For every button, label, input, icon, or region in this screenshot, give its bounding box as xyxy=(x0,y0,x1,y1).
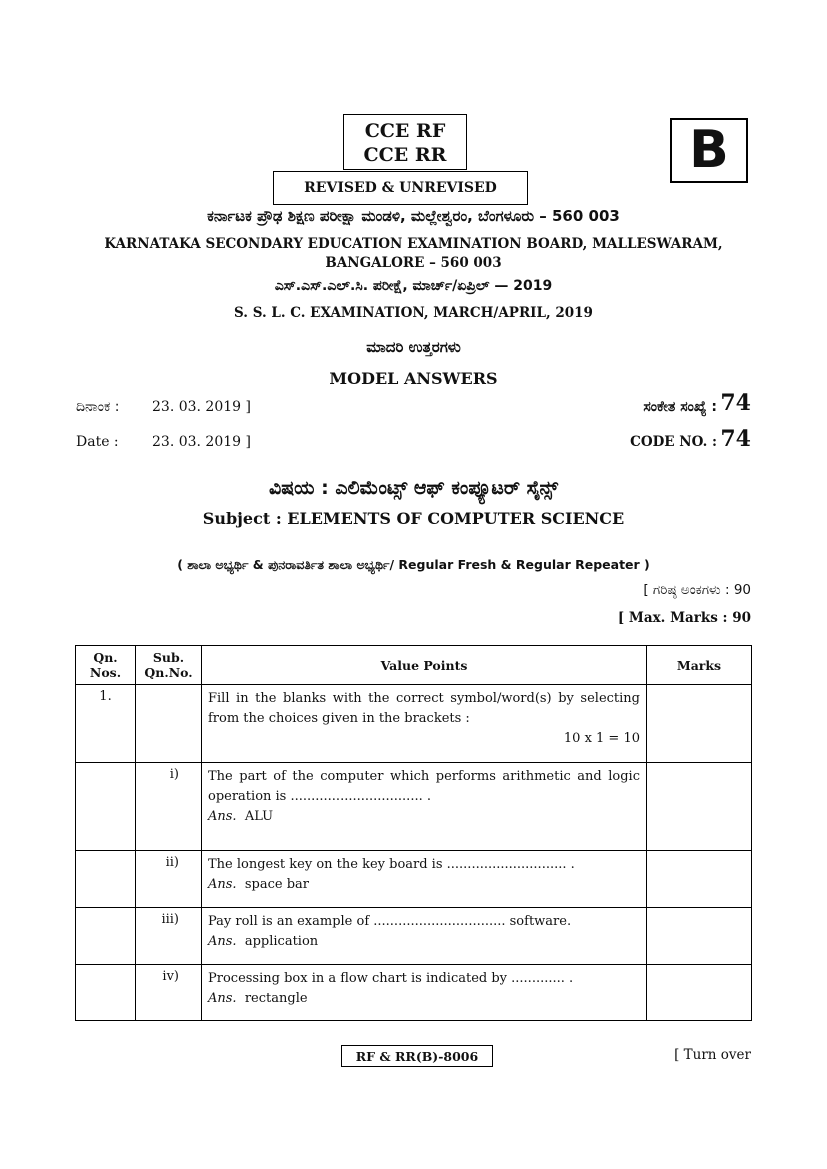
row-qn: 1. xyxy=(76,685,136,763)
table-row xyxy=(76,763,752,851)
board-title-kannada: ಕರ್ನಾಟಕ ಪ್ರೌಢ ಶಿಕ್ಷಣ ಪರೀಕ್ಷಾ ಮಂಡಳಿ, ಮಲ್ಲೇಶ್ವರಂ, ಬೆಂಗಳೂರು – 560 003 xyxy=(207,207,620,225)
answer-text: space bar xyxy=(244,877,309,892)
header-marks: Marks xyxy=(647,646,752,685)
code-label: CODE NO. : xyxy=(630,434,717,450)
set-code-box: B xyxy=(670,118,748,183)
row-answer xyxy=(208,875,640,895)
row-sub: ii) xyxy=(136,851,202,908)
max-marks: [ Max. Marks : 90 xyxy=(617,610,751,626)
exam-title-kannada: ಎಸ್.ಎಸ್.ಎಲ್.ಸಿ. ಪರೀಕ್ಷೆ, ಮಾರ್ಚ್/ಏಪ್ರಿಲ್ — 2019 xyxy=(274,278,553,294)
header-sub-qn: Sub. Qn.No. xyxy=(136,646,202,685)
row-sub: iii) xyxy=(136,908,202,965)
cce-box xyxy=(343,114,467,170)
date-label: Date : xyxy=(76,434,119,450)
model-answers-kannada: ಮಾದರಿ ಉತ್ತರಗಳು xyxy=(366,338,461,356)
row-value-points xyxy=(202,763,647,851)
row-qn xyxy=(76,908,136,965)
date-value-kannada: 23. 03. 2019 ] xyxy=(152,399,251,415)
row-answer xyxy=(208,807,640,827)
row-value-points xyxy=(202,965,647,1021)
cce-rf-label: CCE RF xyxy=(364,120,446,142)
row-marks xyxy=(647,851,752,908)
row-answer xyxy=(208,989,640,1009)
subject-kannada: ವಿಷಯ : ಎಲಿಮೆಂಟ್ಸ್ ಆಫ್ ಕಂಪ್ಯೂಟರ್ ಸೈನ್ಸ್ xyxy=(268,477,559,499)
board-title-english-line2: BANGALORE – 560 003 xyxy=(325,255,502,271)
cce-rr-label: CCE RR xyxy=(363,144,447,166)
model-answers-english: MODEL ANSWERS xyxy=(329,369,498,388)
answer-text: rectangle xyxy=(244,991,308,1006)
row-sub xyxy=(136,685,202,763)
row-sub: i) xyxy=(136,763,202,851)
turn-over-label: [ Turn over xyxy=(674,1047,751,1063)
row-marks-formula: 10 x 1 = 10 xyxy=(563,731,640,746)
answer-label: Ans. xyxy=(208,934,237,949)
date-value: 23. 03. 2019 ] xyxy=(152,434,251,450)
row-question-text: The part of the computer which performs arithmetic and logic operation is ................................ . xyxy=(208,769,640,804)
table-row xyxy=(76,851,752,908)
table-header-row xyxy=(76,646,752,685)
header-qn-nos: Qn. Nos. xyxy=(76,646,136,685)
table-row xyxy=(76,908,752,965)
max-marks-kannada: [ ಗರಿಷ್ಠ ಅಂಕಗಳು : 90 xyxy=(643,582,751,598)
row-qn xyxy=(76,965,136,1021)
answer-label: Ans. xyxy=(208,877,237,892)
answer-label: Ans. xyxy=(208,991,237,1006)
subject-english: Subject : ELEMENTS OF COMPUTER SCIENCE xyxy=(202,509,625,528)
row-value-points xyxy=(202,685,647,763)
table-row xyxy=(76,965,752,1021)
row-qn xyxy=(76,851,136,908)
answers-table xyxy=(75,645,752,1021)
row-marks xyxy=(647,685,752,763)
board-title-english-line1: KARNATAKA SECONDARY EDUCATION EXAMINATION BOARD, MALLESWARAM, xyxy=(104,236,723,252)
row-sub: iv) xyxy=(136,965,202,1021)
row-value-points xyxy=(202,908,647,965)
code-value-kannada: 74 xyxy=(720,390,751,416)
revised-box: REVISED & UNREVISED xyxy=(273,171,528,205)
row-question-text: Pay roll is an example of ................................ software. xyxy=(208,914,572,929)
answer-label: Ans. xyxy=(208,809,237,824)
code-label-kannada: ಸಂಕೇತ ಸಂಖ್ಯೆ : xyxy=(643,399,717,415)
answer-text: application xyxy=(244,934,319,949)
row-value-points xyxy=(202,851,647,908)
row-question-text: Processing box in a flow chart is indicated by ............. . xyxy=(208,971,574,986)
candidates-line: ( ಶಾಲಾ ಅಭ್ಯರ್ಥಿ & ಪುನರಾವರ್ತಿತ ಶಾಲಾ ಅಭ್ಯರ್ಥಿ/ Regular Fresh & Regular Repeater ) xyxy=(177,557,650,572)
exam-title-english: S. S. L. C. EXAMINATION, MARCH/APRIL, 2019 xyxy=(234,305,593,321)
footer-code-box: RF & RR(B)-8006 xyxy=(341,1045,493,1067)
row-marks xyxy=(647,763,752,851)
row-marks xyxy=(647,908,752,965)
row-marks xyxy=(647,965,752,1021)
date-label-kannada: ದಿನಾಂಕ : xyxy=(76,399,120,415)
row-question-text: Fill in the blanks with the correct symbol/word(s) by selecting from the choices given in the brackets : xyxy=(208,691,640,726)
row-answer xyxy=(208,932,640,952)
code-value: 74 xyxy=(720,426,751,452)
answer-text: ALU xyxy=(244,809,274,824)
table-row xyxy=(76,685,752,763)
header-value-points: Value Points xyxy=(202,646,647,685)
row-qn xyxy=(76,763,136,851)
row-question-text: The longest key on the key board is ............................. . xyxy=(208,857,575,872)
